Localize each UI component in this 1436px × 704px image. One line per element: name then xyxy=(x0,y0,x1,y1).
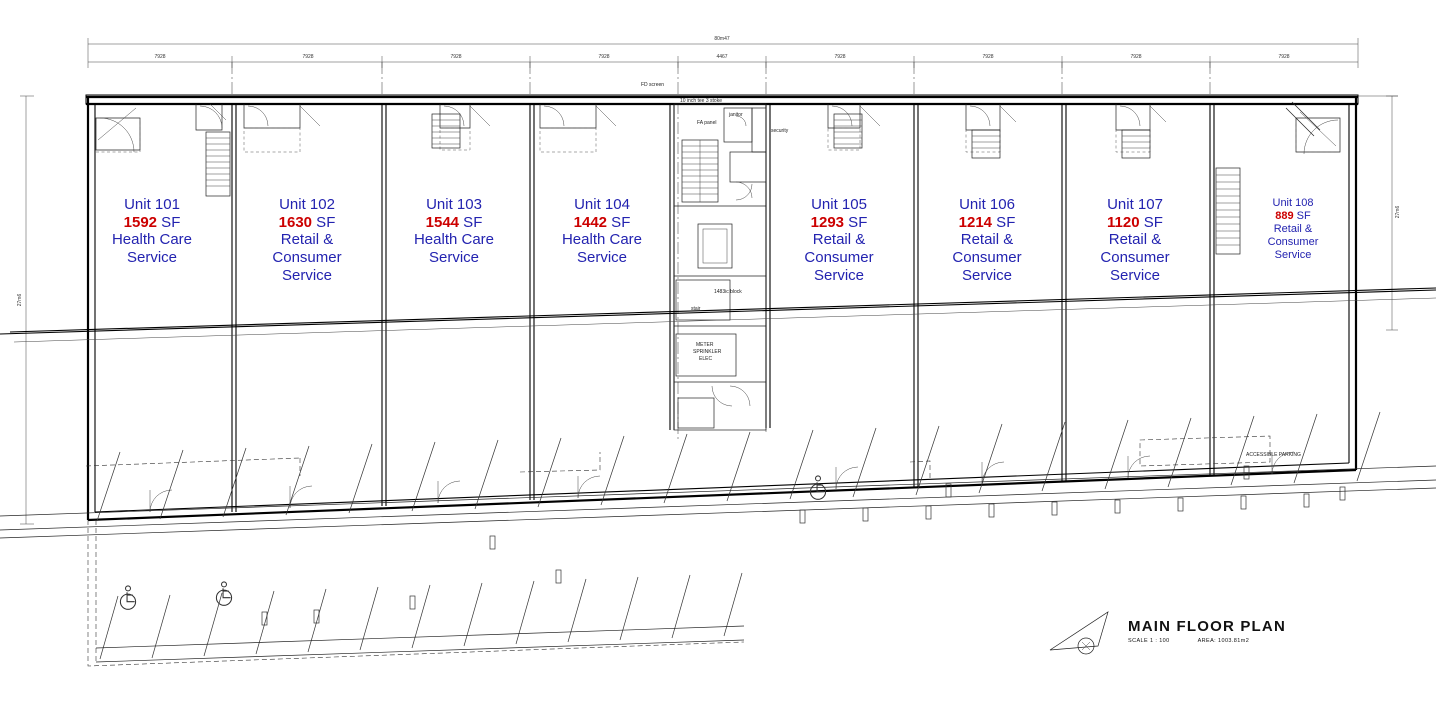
unit-area: 1293 SF xyxy=(810,213,868,231)
unit-name: Unit 101 xyxy=(124,196,180,213)
unit-area: 1592 SF xyxy=(123,213,181,231)
elevator xyxy=(698,224,732,268)
bay-dimension: 4467 xyxy=(716,54,728,60)
left-vertical-dimension: 27m6 xyxy=(17,293,23,307)
top-dimension-lines xyxy=(88,38,1358,68)
unit-use: Retail & Consumer Service xyxy=(804,231,874,284)
unit-use: Retail & Consumer Service xyxy=(272,231,342,284)
central-core xyxy=(674,104,766,430)
unit-use: Health Care Service xyxy=(413,231,495,267)
unit-name: Unit 108 xyxy=(1272,197,1314,209)
annotation-fd-screen: FD screen xyxy=(641,82,665,88)
bay-dimension: 7928 xyxy=(154,54,166,60)
overall-dimension: 80m47 xyxy=(714,36,730,42)
demising-walls xyxy=(232,104,1214,512)
bay-dimension: 7928 xyxy=(598,54,610,60)
rear-doors xyxy=(86,436,1294,512)
unit-label-108 xyxy=(1248,197,1338,262)
bay-dimension: 7928 xyxy=(1278,54,1290,60)
unit-label-106 xyxy=(930,196,1044,284)
plan-scale: SCALE 1 : 100 xyxy=(1128,638,1170,644)
bay-dimension: 7928 xyxy=(1130,54,1142,60)
annotation-stair: stair xyxy=(691,306,701,312)
annotation-elec: ELEC xyxy=(699,356,713,362)
core-stair xyxy=(682,140,718,202)
bay-dimension: 7928 xyxy=(982,54,994,60)
annotation-block: 1483ic block xyxy=(714,289,742,295)
plan-title: MAIN FLOOR PLAN xyxy=(1128,618,1286,635)
title-block xyxy=(1128,618,1318,644)
unit-label-107 xyxy=(1078,196,1192,284)
annotation-janitor: janitor xyxy=(729,112,743,118)
annotation-tee-stroke: 10 inch tee 3 stoke xyxy=(680,98,722,104)
unit-area: 1214 SF xyxy=(958,213,1016,231)
annotation-sprinkler: SPRINKLER xyxy=(693,349,722,355)
unit-label-102 xyxy=(250,196,364,284)
unit-name: Unit 106 xyxy=(959,196,1015,213)
unit-area: 1544 SF xyxy=(425,213,483,231)
unit-name: Unit 107 xyxy=(1107,196,1163,213)
unit-name: Unit 104 xyxy=(574,196,630,213)
annotation-security: security xyxy=(771,128,789,134)
unit-area: 1120 SF xyxy=(1107,213,1163,231)
unit-name: Unit 102 xyxy=(279,196,335,213)
unit-use: Health Care Service xyxy=(561,231,643,267)
unit-use: Retail & Consumer Service xyxy=(952,231,1022,284)
unit-area: 1630 SF xyxy=(278,213,336,231)
bay-dimension: 7928 xyxy=(302,54,314,60)
right-vertical-dimension: 27m6 xyxy=(1395,205,1401,219)
annotation-meter: METER xyxy=(696,342,714,348)
annotation-accessible-parking: ACCESSIBLE PARKING xyxy=(1246,452,1301,458)
unit-use: Retail & Consumer Service xyxy=(1267,222,1319,261)
unit-label-104 xyxy=(546,196,658,267)
unit-use: Retail & Consumer Service xyxy=(1100,231,1170,284)
plan-subtitle xyxy=(1128,638,1318,644)
unit-label-105 xyxy=(782,196,896,284)
plan-area: AREA: 1003.81m2 xyxy=(1197,638,1250,644)
annotation-fa-panel: FA panel xyxy=(697,120,717,126)
north-arrow xyxy=(1050,612,1108,654)
unit-label-101 xyxy=(96,196,208,267)
unit-area: 1442 SF xyxy=(573,213,631,231)
unit-area: 889 SF xyxy=(1275,209,1311,222)
unit-name: Unit 105 xyxy=(811,196,867,213)
bay-dimension: 7928 xyxy=(834,54,846,60)
bay-dimension: 7928 xyxy=(450,54,462,60)
parking-area xyxy=(0,288,1436,666)
unit-label-103 xyxy=(398,196,510,267)
building-outline xyxy=(86,95,1358,520)
unit-name: Unit 103 xyxy=(426,196,482,213)
unit-use: Health Care Service xyxy=(111,231,193,267)
